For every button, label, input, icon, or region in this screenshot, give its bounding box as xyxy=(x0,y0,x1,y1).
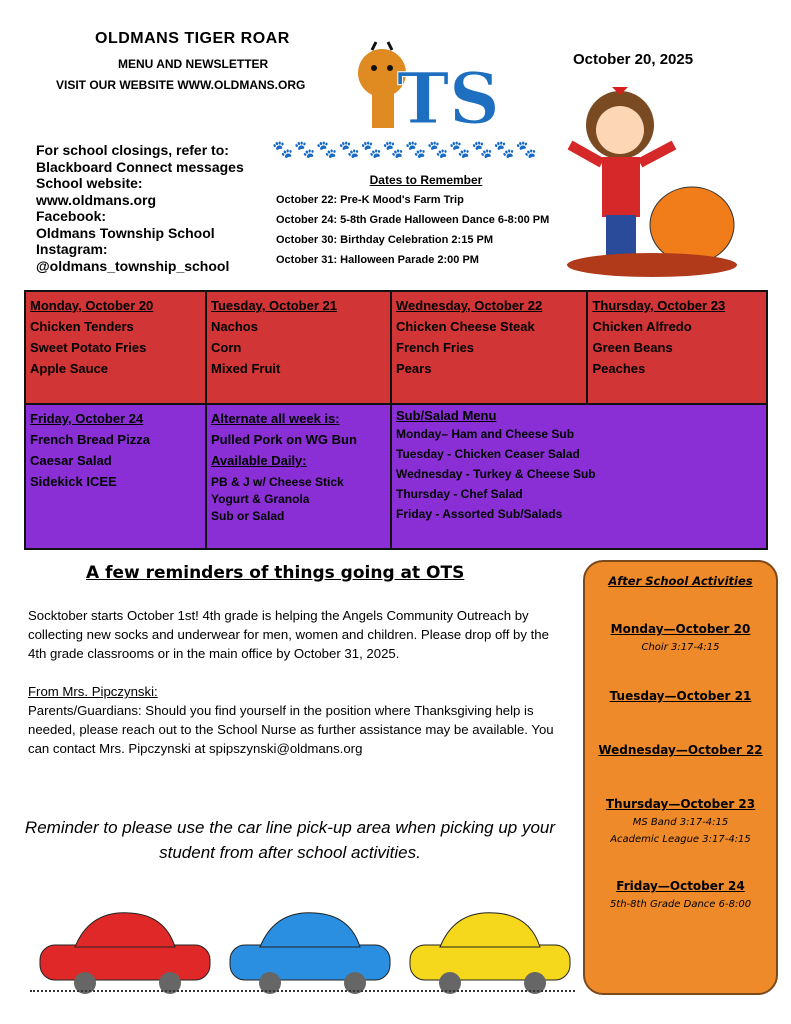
menu-thursday: Thursday, October 23 Chicken Alfredo Green Beans Peaches xyxy=(587,291,767,404)
svg-text:TS: TS xyxy=(397,57,500,140)
website-link[interactable]: www.oldmans.org xyxy=(36,191,157,208)
dotted-divider xyxy=(30,990,575,992)
contact-line: Instagram: xyxy=(36,241,108,257)
blue-car-icon xyxy=(230,913,390,994)
cars-illustration xyxy=(30,905,575,995)
red-car-icon xyxy=(40,913,210,994)
date-item: October 22: Pre-K Mood's Farm Trip xyxy=(276,194,464,206)
menu-tuesday: Tuesday, October 21 Nachos Corn Mixed Fruit xyxy=(206,291,391,404)
paw-prints-divider: 🐾🐾🐾🐾🐾🐾🐾🐾🐾🐾🐾🐾 xyxy=(272,140,539,159)
contact-line: For school closings, refer to: xyxy=(36,142,229,158)
menu-sub-salad: Sub/Salad Menu Monday– Ham and Cheese Sub Tuesday - Chicken Ceaser Salad Wednesday - Turkey & Cheese Sub Thursday - Chef Salad Friday - Assorted Sub/Salads xyxy=(391,404,767,549)
contact-line: Blackboard Connect messages xyxy=(36,158,244,175)
issue-date: October 20, 2025 xyxy=(573,51,694,68)
instagram-handle: @oldmans_township_school xyxy=(36,257,230,274)
date-item: October 24: 5-8th Grade Halloween Dance 6-8:00 PM xyxy=(276,214,550,226)
ots-tiger-logo xyxy=(352,28,500,140)
after-school-activities-box: After School Activities Monday—October 20 Choir 3:17-4:15 Tuesday—October 21 Wednesday—October 22 Thursday—October 23 MS Band 3:17-4:15 Academic League 3:17-4:15 Friday—October 24 5th-8th Grade Dance 6-8:00 xyxy=(583,560,778,995)
newsletter-title: OLDMANS TIGER ROAR xyxy=(95,30,290,47)
socktober-paragraph: Socktober starts October 1st! 4th grade is helping the Angels Community Outreach by collecting new socks and underwear for men, women and children. Please drop off by the 4th grade classrooms or in the main office by October 31, 2025. xyxy=(28,608,549,661)
nurse-paragraph: From Mrs. Pipczynski: Parents/Guardians: Should you find yourself in the position where Thanksgiving help is needed, please reach out to the School Nurse as further assistance may be available. You can contact Mrs. Pipczynski at spipszynski@oldmans.org xyxy=(28,684,554,756)
dates-to-remember xyxy=(276,173,576,274)
car-line-reminder: Reminder to please use the car line pick-up area when picking up your student from after school activities. xyxy=(24,818,556,862)
menu-monday: Monday, October 20 Chicken Tenders Sweet Potato Fries Apple Sauce xyxy=(25,291,206,404)
contact-line: Facebook: xyxy=(36,208,107,224)
reminders-title: A few reminders of things going at OTS xyxy=(86,563,465,583)
dates-title: Dates to Remember xyxy=(369,173,483,187)
facebook-name: Oldmans Township School xyxy=(36,224,215,241)
lunch-menu-table xyxy=(24,290,768,550)
date-item: October 30: Birthday Celebration 2:15 PM xyxy=(276,234,493,246)
contact-info xyxy=(36,142,244,274)
date-item: October 31: Halloween Parade 2:00 PM xyxy=(276,254,479,266)
newsletter-subtitle: MENU AND NEWSLETTER xyxy=(118,57,269,71)
menu-alternate: Alternate all week is: Pulled Pork on WG Bun Available Daily: PB & J w/ Cheese Stick Yogurt & Granola Sub or Salad xyxy=(206,404,391,549)
girl-pumpkin-illustration xyxy=(562,75,742,280)
menu-friday: Friday, October 24 French Bread Pizza Caesar Salad Sidekick ICEE xyxy=(25,404,206,549)
yellow-car-icon xyxy=(410,913,570,994)
website-line: VISIT OUR WEBSITE WWW.OLDMANS.ORG xyxy=(56,78,306,92)
menu-wednesday: Wednesday, October 22 Chicken Cheese Steak French Fries Pears xyxy=(391,291,587,404)
contact-line: School website: xyxy=(36,175,143,191)
